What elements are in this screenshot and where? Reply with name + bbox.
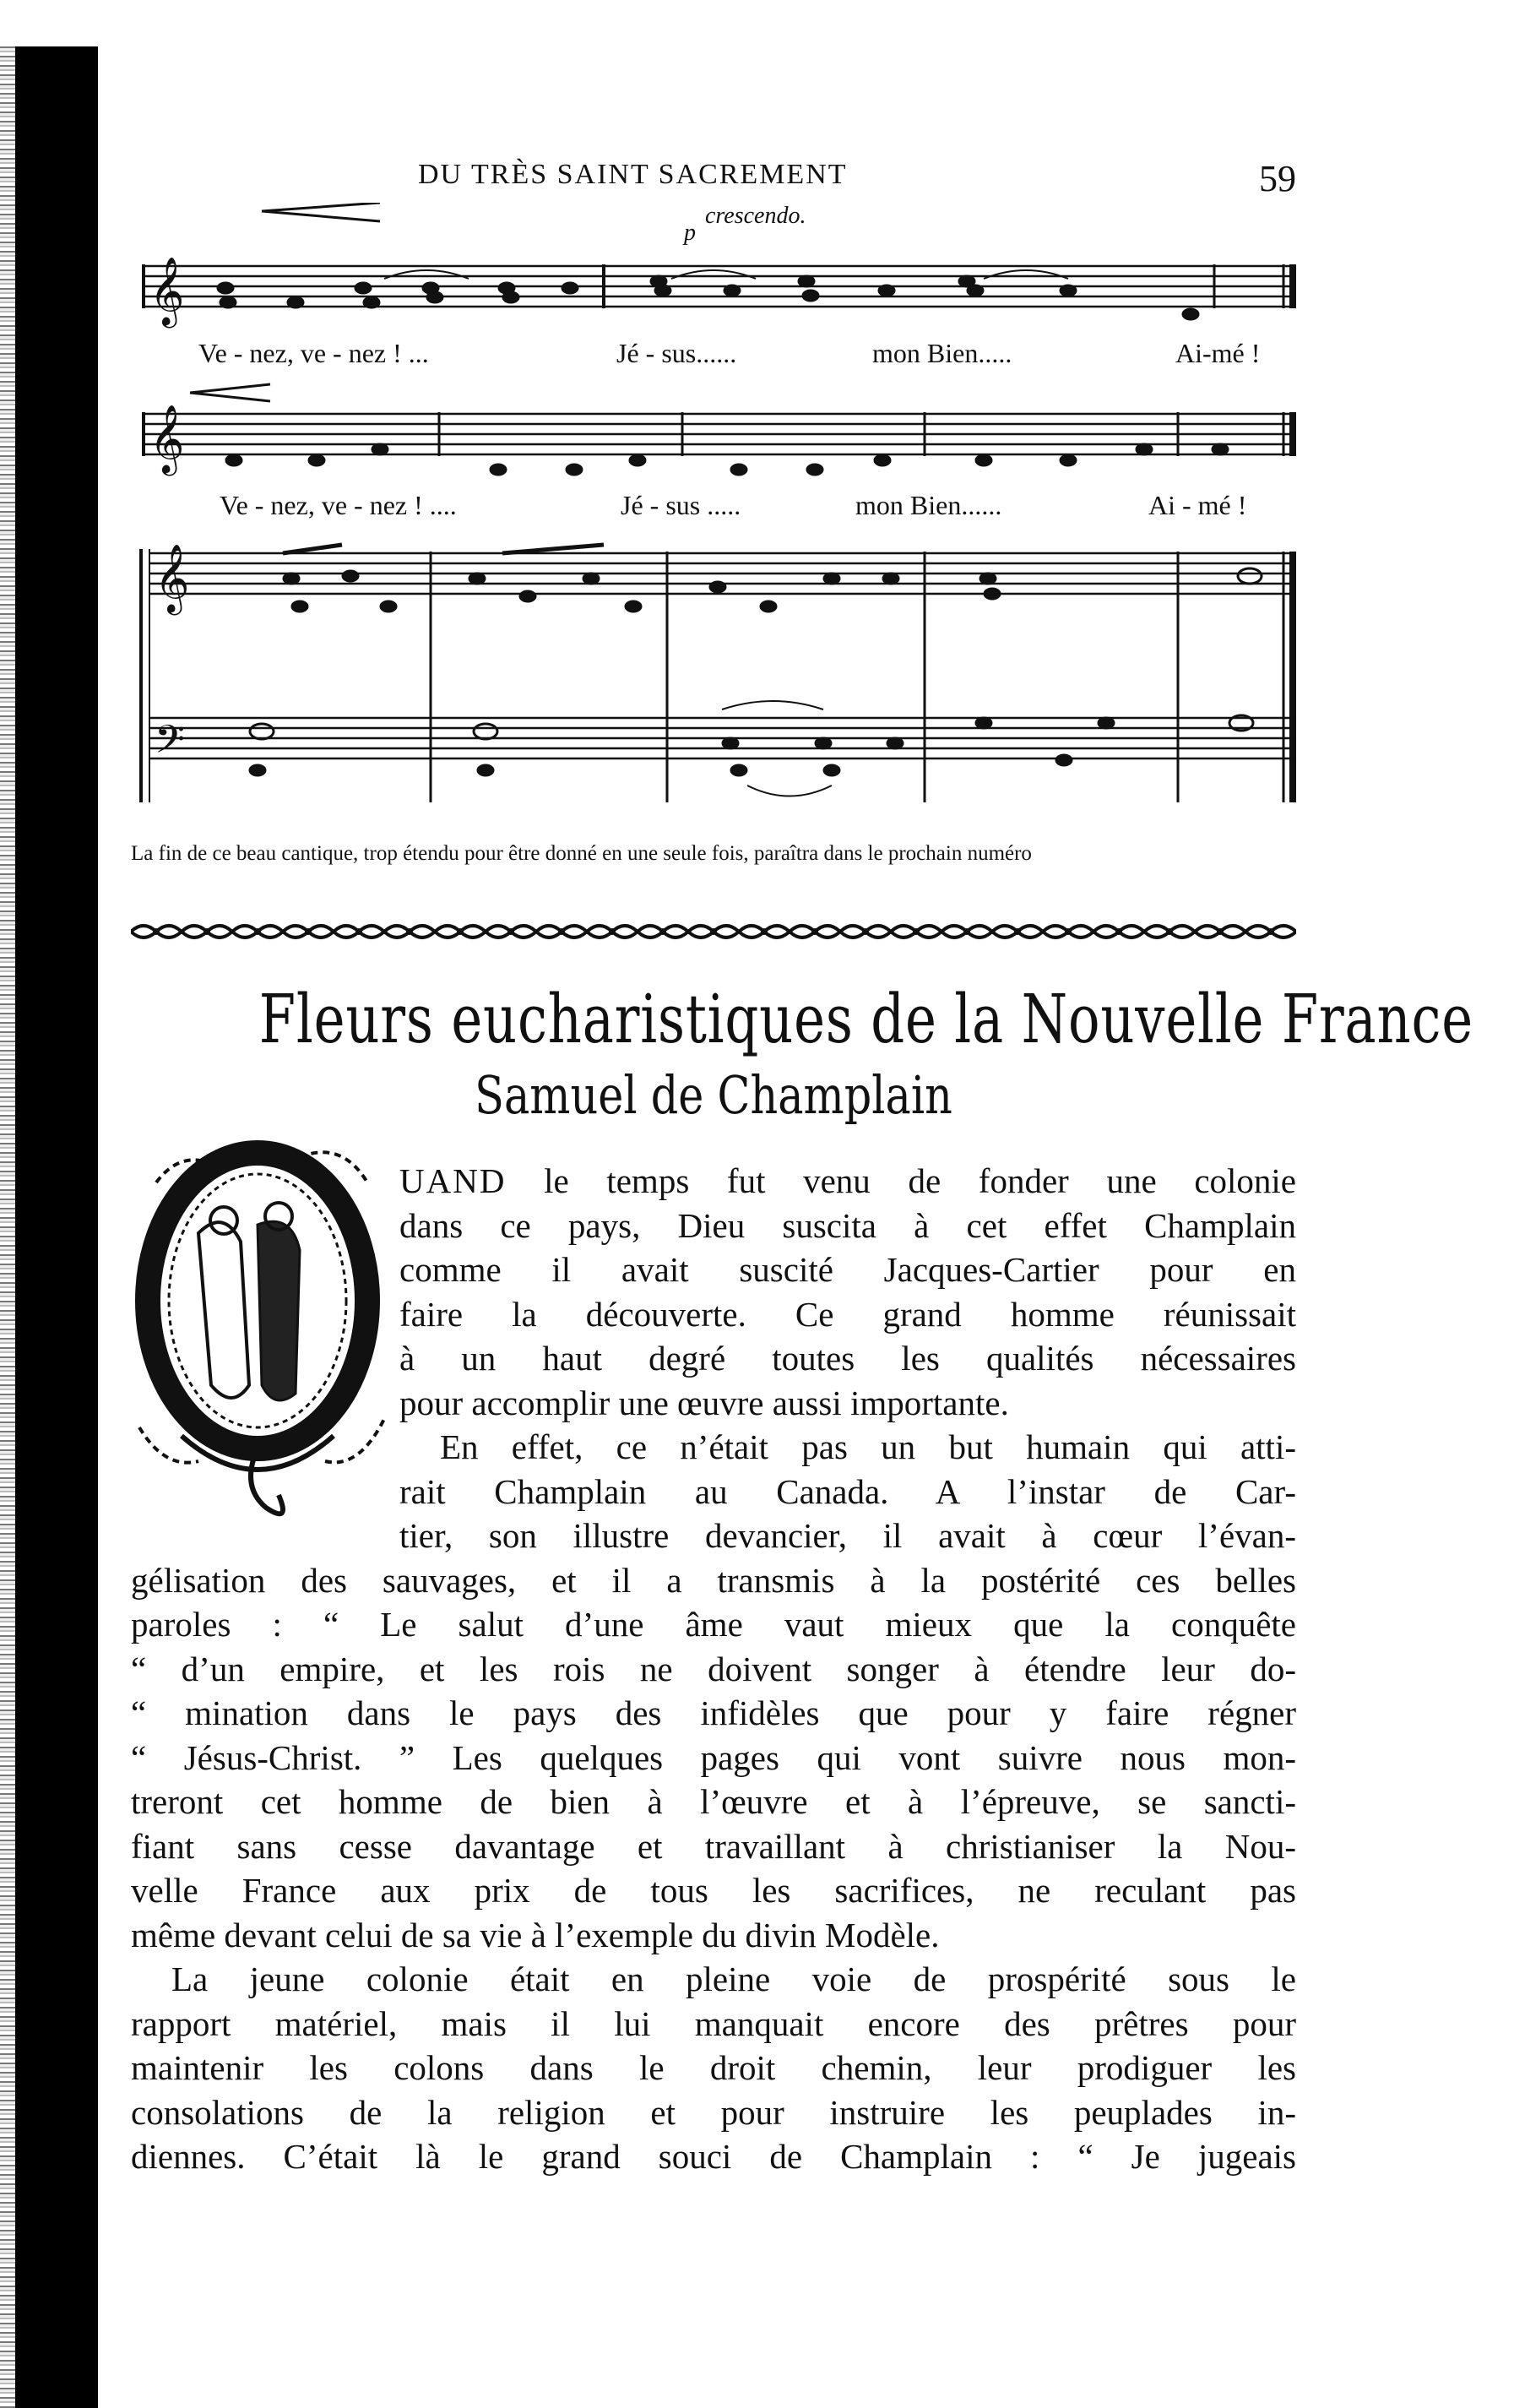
- svg-text:𝄞: 𝄞: [149, 259, 185, 324]
- svg-text:𝄞: 𝄞: [149, 407, 185, 472]
- text-line: dans ce pays, Dieu suscita à cet effet Champlain: [399, 1205, 1296, 1245]
- lyric-1-3: mon Bien.....: [872, 338, 1012, 368]
- sheet-music: [131, 203, 1296, 845]
- lyric-2-1: Ve - nez, ve - nez ! ....: [220, 490, 457, 520]
- text-line: à un haut degré toutes les qualités nécessaires: [399, 1339, 1296, 1378]
- book-spine-shadow: [15, 46, 98, 2408]
- footnote: La fin de ce beau cantique, trop étendu pour être donné en une seule fois, paraîtra dans le prochain numéro: [131, 842, 1032, 865]
- text-line: En effet, ce n’était pas un but humain qui atti-: [440, 1427, 1296, 1466]
- article-body: [131, 1159, 1296, 2179]
- text-line: fiant sans cesse davantage et travaillant à christianiser la Nou-: [131, 1826, 1296, 1866]
- drop-cap-lead: UAND: [399, 1161, 507, 1200]
- page-content: [131, 0, 1473, 2408]
- paragraph-3: [131, 1957, 1296, 2179]
- staff-1-notes: [149, 258, 1199, 328]
- text-line: maintenir les colons dans le droit chemin, leur prodiguer les: [131, 2048, 1296, 2087]
- paragraph-1: [399, 1159, 1296, 1425]
- svg-text:𝄞: 𝄞: [155, 546, 190, 612]
- svg-text:𝄢: 𝄢: [155, 719, 186, 771]
- article-subtitle: Samuel de Champlain: [475, 1064, 952, 1126]
- text-line: “ mination dans le pays des infidèles que pour y faire régner: [131, 1693, 1296, 1732]
- text-line: rait Champlain au Canada. A l’instar de Car-: [399, 1471, 1296, 1511]
- grand-staff-brace: [141, 549, 149, 802]
- page-header: [131, 159, 1296, 206]
- paragraph-2: [131, 1425, 1296, 1957]
- text-line: comme il avait suscité Jacques-Cartier pour en: [399, 1250, 1296, 1289]
- article-title: Fleurs eucharistiques de la Nouvelle France: [258, 980, 1473, 1058]
- staff-3-notes: [155, 545, 1262, 615]
- lyric-2-2: Jé - sus .....: [621, 490, 741, 520]
- page-number: 59: [1259, 158, 1296, 199]
- music-staves: [131, 203, 1296, 845]
- text-line: tier, son illustre devancier, il avait à cœur l’évan-: [399, 1516, 1296, 1555]
- text-line: même devant celui de sa vie à l’exemple du divin Modèle.: [131, 1915, 940, 1954]
- text-line: rapport matériel, mais il lui manquait encore des prêtres pour: [131, 2003, 1296, 2043]
- dynamic-mark: p: [684, 220, 696, 246]
- text-line: UAND le temps fut venu de fonder une colonie: [399, 1161, 1296, 1200]
- text-line: gélisation des sauvages, et il a transmis à la postérité ces belles: [131, 1560, 1296, 1600]
- text-line: consolations de la religion et pour instruire les peuplades in-: [131, 2092, 1296, 2132]
- text-line: paroles : “ Le salut d’une âme vaut mieux que la conquête: [131, 1605, 1296, 1644]
- text-line: velle France aux prix de tous les sacrifices, ne reculant pas: [131, 1871, 1296, 1910]
- lyric-1-4: Ai-mé !: [1175, 338, 1261, 368]
- text-line: “ Jésus-Christ. ” Les quelques pages qui vont suivre nous mon-: [131, 1737, 1296, 1777]
- crescendo-hairpin: [262, 203, 380, 221]
- lyric-1-2: Jé - sus......: [616, 338, 737, 368]
- lyric-1-1: Ve - nez, ve - nez ! ...: [198, 338, 429, 368]
- ornamental-divider: [131, 916, 1296, 947]
- staff-2-hairpin: [190, 384, 270, 401]
- staff-2-notes: [149, 405, 1229, 476]
- expression-mark: crescendo.: [705, 203, 806, 229]
- text-line: diennes. C’était là le grand souci de Champlain : “ Je jugeais: [131, 2137, 1296, 2176]
- text-line: pour accomplir une œuvre aussi importante.: [399, 1383, 1009, 1422]
- lyric-2-4: Ai - mé !: [1148, 490, 1247, 520]
- staff-2: [144, 412, 1294, 456]
- text-line: treront cet homme de bien à l’œuvre et à l’épreuve, se sancti-: [131, 1782, 1296, 1821]
- running-title: DU TRÈS SAINT SACREMENT: [418, 159, 848, 190]
- lyric-2-3: mon Bien......: [855, 490, 1002, 520]
- text-line: faire la découverte. Ce grand homme réunissait: [399, 1294, 1296, 1334]
- text-line: “ d’un empire, et les rois ne doivent songer à étendre leur do-: [131, 1649, 1296, 1688]
- staff-4: [149, 718, 1294, 758]
- text-line: La jeune colonie était en pleine voie de prospérité sous le: [171, 1960, 1296, 1998]
